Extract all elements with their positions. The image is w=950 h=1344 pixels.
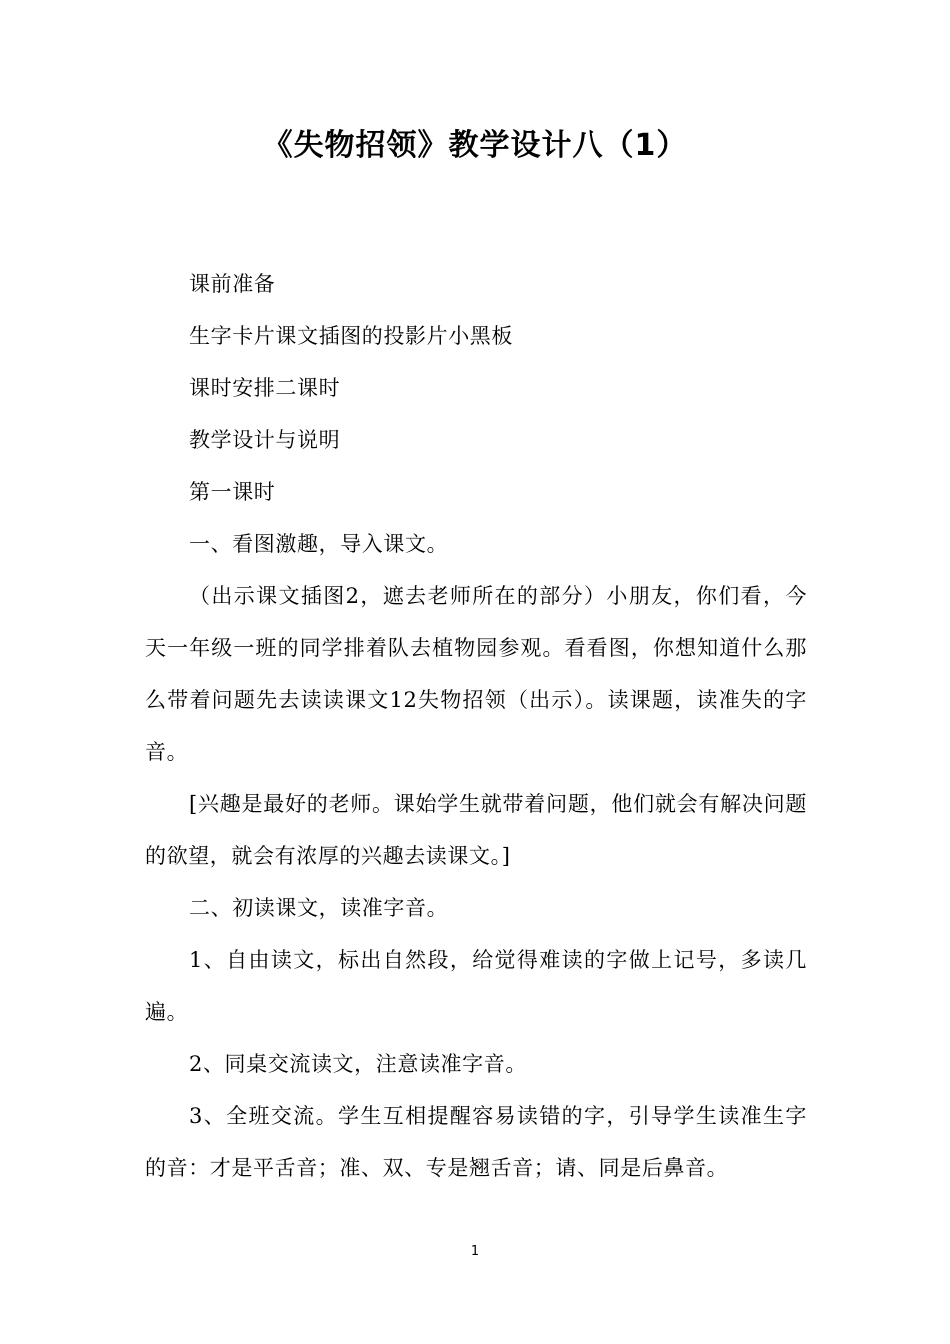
paragraph: 1、自由读文，标出自然段，给觉得难读的字做上记号，多读几遍。 — [145, 948, 807, 1024]
document-body — [145, 258, 807, 1194]
paragraph: 2、同桌交流读文，注意读准字音。 — [189, 1052, 527, 1076]
paragraph: 3、全班交流。学生互相提醒容易读错的字，引导学生读准生字的音：才是平舌音；准、双、专是翘舌音；请、同是后鼻音。 — [145, 1104, 807, 1180]
paragraph: 课时安排二课时 — [189, 376, 341, 400]
document-title: 《失物招领》教学设计八（1） — [262, 128, 688, 163]
paragraph: （出示课文插图2，遮去老师所在的部分）小朋友，你们看，今天一年级一班的同学排着队去植物园参观。看看图，你想知道什么那么带着问题先去读读课文12失物招领（出示）。读课题，读准失的字音。 — [145, 584, 807, 764]
paragraph: 第一课时 — [189, 480, 276, 504]
page-number: 1 — [470, 1244, 480, 1259]
paragraph: [兴趣是最好的老师。课始学生就带着问题，他们就会有解决问题的欲望，就会有浓厚的兴趣去读课文。] — [145, 792, 807, 868]
paragraph: 二、初读课文，读准字音。 — [189, 896, 449, 920]
paragraph: 课前准备 — [189, 272, 276, 296]
paragraph: 教学设计与说明 — [189, 428, 341, 452]
paragraph: 生字卡片课文插图的投影片小黑板 — [189, 324, 513, 348]
paragraph: 一、看图激趣，导入课文。 — [189, 532, 449, 556]
